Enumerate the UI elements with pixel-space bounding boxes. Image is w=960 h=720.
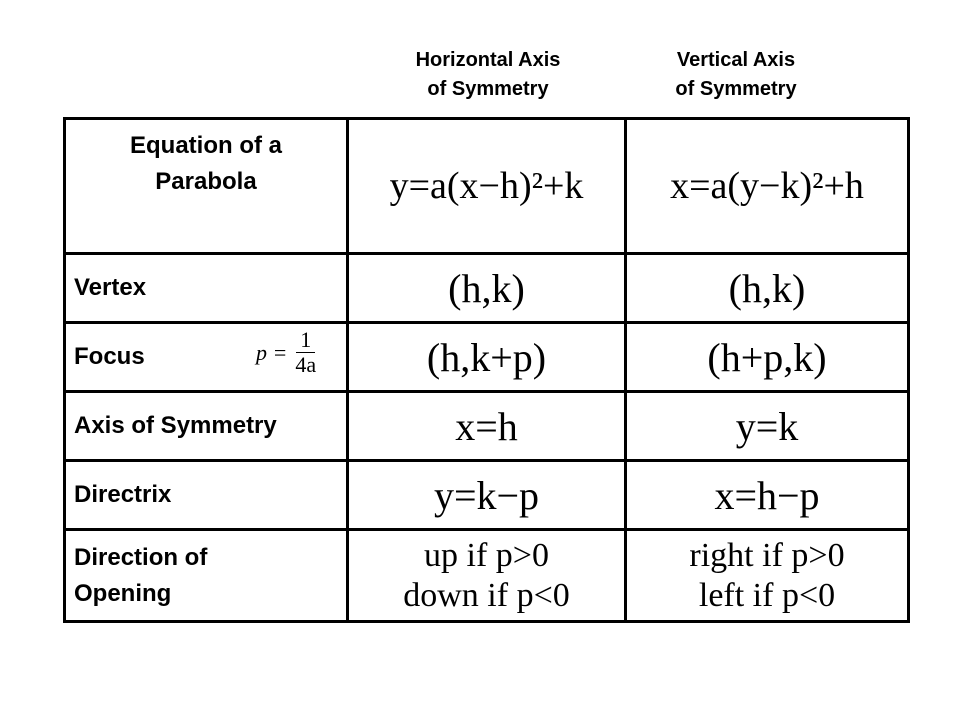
row-label-focus bbox=[65, 323, 348, 392]
axis-vertical: y=k bbox=[626, 392, 909, 461]
row-label-vertex: Vertex bbox=[65, 254, 348, 323]
p-fraction-numerator: 1 bbox=[296, 328, 315, 353]
directrix-vertical: x=h−p bbox=[626, 461, 909, 530]
table-row-vertex bbox=[65, 254, 909, 323]
row-label-opening bbox=[65, 530, 348, 622]
directrix-horizontal: y=k−p bbox=[348, 461, 626, 530]
p-definition-lhs: p = bbox=[256, 339, 288, 365]
table-row-equation bbox=[65, 119, 909, 254]
table-row-opening bbox=[65, 530, 909, 622]
table-row-axis bbox=[65, 392, 909, 461]
row-label-line: Opening bbox=[74, 579, 172, 607]
table-row-directrix bbox=[65, 461, 909, 530]
p-definition bbox=[256, 328, 318, 377]
row-label-text: Focus bbox=[74, 343, 145, 370]
equation-vertical: x=a(y−k)²+h bbox=[626, 119, 909, 254]
opening-line: down if p<0 bbox=[403, 576, 570, 614]
table-row-focus bbox=[65, 323, 909, 392]
opening-vertical bbox=[626, 530, 909, 622]
parabola-table bbox=[63, 117, 910, 623]
vertex-horizontal: (h,k) bbox=[348, 254, 626, 323]
p-fraction bbox=[293, 328, 318, 377]
vertex-vertical: (h,k) bbox=[626, 254, 909, 323]
row-label-line: Parabola bbox=[155, 168, 257, 195]
opening-horizontal bbox=[348, 530, 626, 622]
row-label-equation bbox=[65, 119, 348, 254]
focus-vertical: (h+p,k) bbox=[626, 323, 909, 392]
row-label-line: Direction of bbox=[74, 543, 208, 571]
p-fraction-denominator: 4a bbox=[295, 352, 317, 377]
column-header-line: Vertical Axis bbox=[676, 49, 796, 71]
row-label-axis: Axis of Symmetry bbox=[65, 392, 348, 461]
column-header-line: Horizontal Axis bbox=[415, 49, 561, 71]
column-header-horizontal-axis bbox=[368, 46, 608, 104]
equation-horizontal: y=a(x−h)²+k bbox=[348, 119, 626, 254]
axis-horizontal: x=h bbox=[348, 392, 626, 461]
column-header-vertical-axis bbox=[616, 46, 856, 104]
row-label-directrix: Directrix bbox=[65, 461, 348, 530]
column-header-line: of Symmetry bbox=[675, 78, 797, 100]
opening-line: up if p>0 bbox=[424, 536, 549, 574]
opening-line: right if p>0 bbox=[689, 536, 845, 574]
row-label-line: Equation of a bbox=[130, 132, 282, 159]
column-header-line: of Symmetry bbox=[427, 78, 549, 100]
opening-line: left if p<0 bbox=[698, 576, 836, 614]
focus-horizontal: (h,k+p) bbox=[348, 323, 626, 392]
